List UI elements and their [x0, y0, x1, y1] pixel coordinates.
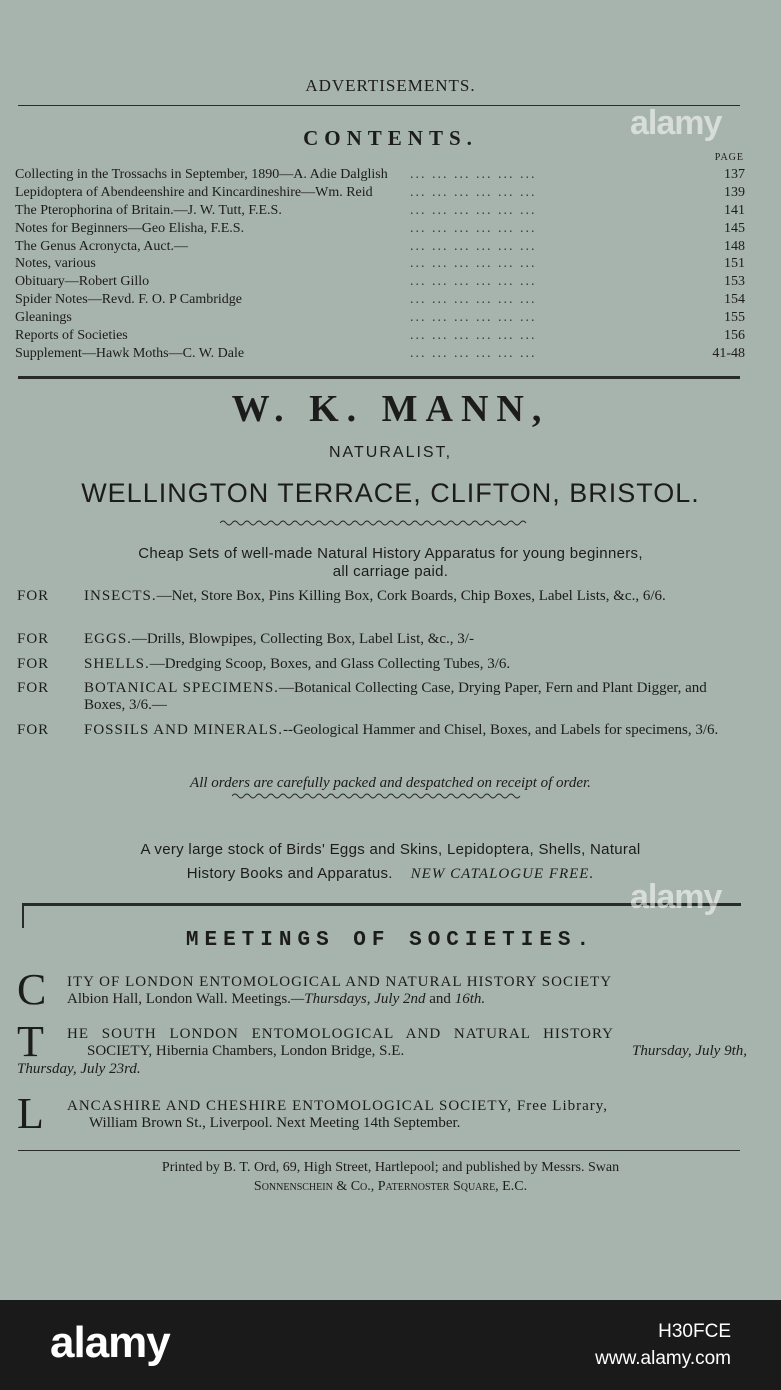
leader-dots: ... ... ... ... ... ... [410, 184, 537, 200]
advertiser-trade: NATURALIST, [328, 444, 453, 461]
item-description [84, 656, 745, 673]
leader-dots: ... ... ... ... ... ... [410, 345, 537, 361]
entry-title: Notes, various [15, 256, 96, 272]
meetings-title: MEETINGS OF SOCIETIES. [185, 929, 596, 952]
entry-page: 156 [724, 328, 745, 344]
catalogue-note: NEW CATALOGUE FREE. [410, 866, 595, 882]
item-description [84, 680, 745, 714]
society-south-london [17, 1017, 747, 1082]
leader-dots: ... ... ... ... ... ... [410, 220, 537, 236]
alamy-logo[interactable]: alamy [50, 1318, 170, 1367]
contents-entry [15, 202, 745, 220]
contents-entry [15, 255, 745, 273]
society-details: William Brown St., Liverpool. Next Meeting 14th September. [89, 1115, 461, 1131]
contents-entry [15, 238, 745, 256]
entry-title: Supplement—Hawk Moths—C. W. Dale [15, 345, 245, 361]
item-description [84, 722, 745, 739]
contents-entry [15, 166, 745, 184]
entry-page: 151 [724, 256, 745, 272]
entry-title: Spider Notes—Revd. F. O. P Cambridge [15, 292, 243, 308]
apparatus-item [17, 588, 745, 624]
stock-line-1: A very large stock of Birds' Eggs and Skins, Lepidoptera, Shells, Natural [140, 841, 641, 858]
society-lancashire-cheshire [17, 1089, 747, 1140]
contents-entry [15, 184, 745, 202]
contents-entry [15, 345, 745, 363]
contents-entry [15, 273, 745, 291]
entry-title: Reports of Societies [15, 328, 128, 344]
entry-page: 155 [724, 310, 745, 326]
image-id: H30FCE [658, 1321, 731, 1342]
society-venue: Albion Hall, London Wall. Meetings. [67, 991, 291, 1007]
item-category: FOSSILS AND MINERALS. [84, 722, 283, 738]
entry-title: Obituary—Robert Gillo [15, 274, 150, 290]
leader-dots: ... ... ... ... ... ... [410, 328, 537, 344]
item-category: SHELLS. [84, 656, 150, 672]
meeting-date-2: Thursday, July 23rd. [17, 1061, 141, 1077]
entry-page: 148 [724, 238, 745, 254]
contents-entry [15, 309, 745, 327]
entry-title: The Pterophorina of Britain.—J. W. Tutt, F.E.S. [15, 202, 282, 218]
imprint-line-2: Sonnenschein & Co., Paternoster Square, E.C. [253, 1179, 528, 1194]
wavy-divider [220, 519, 530, 527]
leader-dots: ... ... ... ... ... ... [410, 256, 537, 272]
item-contents: —Dredging Scoop, Boxes, and Glass Collecting Tubes, 3/6. [149, 656, 511, 672]
item-category: INSECTS. [84, 588, 157, 604]
footer-rule [18, 1150, 740, 1151]
item-contents: —Botanical Collecting Case, Drying Paper, Fern and Plant Digger, and Boxes, 3/6.— [84, 680, 707, 713]
society-details [67, 991, 485, 1008]
advert-left-edge [22, 904, 24, 928]
for-label: FOR [17, 656, 50, 672]
leader-dots: ... ... ... ... ... ... [410, 238, 537, 254]
contents-entry [15, 291, 745, 309]
society-name: HE SOUTH LONDON ENTOMOLOGICAL AND NATURAL HISTORY [67, 1026, 614, 1042]
site-url[interactable]: www.alamy.com [595, 1348, 731, 1369]
meeting-dates: —Thursdays, July 2nd [290, 991, 426, 1007]
entry-title: Lepidoptera of Abendeenshire and Kincardineshire—Wm. Reid [15, 184, 373, 200]
entry-page: 153 [724, 274, 745, 290]
entry-page: 41-48 [712, 345, 745, 361]
item-contents: —Net, Store Box, Pins Killing Box, Cork Boards, Chip Boxes, Label Lists, &c., 6/6. [156, 588, 666, 604]
entry-page: 154 [724, 292, 745, 308]
advertiser-address: WELLINGTON TERRACE, CLIFTON, BRISTOL. [81, 478, 700, 508]
contents-list [15, 166, 745, 363]
entry-title: Notes for Beginners—Geo Elisha, F.E.S. [15, 220, 245, 236]
wavy-divider-2 [232, 792, 522, 800]
contents-entry [15, 220, 745, 238]
entry-title: Gleanings [15, 310, 72, 326]
running-head: ADVERTISEMENTS. [305, 76, 476, 95]
advertiser-name: W. K. MANN, [231, 388, 550, 430]
cheap-sets-text [0, 545, 781, 581]
cheap-sets-line-2: all carriage paid. [332, 563, 449, 580]
leader-dots: ... ... ... ... ... ... [410, 167, 537, 182]
apparatus-item [17, 680, 745, 716]
imprint-line-1: Printed by B. T. Ord, 69, High Street, Hartlepool; and published by Messrs. Swan [161, 1160, 620, 1175]
society-name: ITY OF LONDON ENTOMOLOGICAL AND NATURAL HISTORY SOCIETY [67, 974, 613, 990]
stock-line-2: History Books and Apparatus. [186, 865, 393, 882]
drop-cap: L [17, 1089, 44, 1138]
contents-entry [15, 327, 745, 345]
page-column-label: PAGE [714, 152, 744, 163]
entry-page: 139 [724, 184, 745, 200]
leader-dots: ... ... ... ... ... ... [410, 274, 537, 290]
leader-dots: ... ... ... ... ... ... [410, 202, 537, 218]
leader-dots: ... ... ... ... ... ... [410, 310, 537, 326]
society-venue: SOCIETY, Hibernia Chambers, London Bridge, S.E. [87, 1043, 405, 1059]
drop-cap: C [17, 965, 47, 1014]
entry-page: 145 [724, 220, 745, 236]
contents-title: CONTENTS. [303, 126, 478, 150]
item-category: EGGS. [84, 631, 132, 647]
watermark-text: alamy [630, 878, 722, 916]
entry-page: 137 [724, 167, 745, 182]
for-label: FOR [17, 631, 50, 647]
meeting-joiner: and [425, 991, 455, 1007]
entry-title: The Genus Acronycta, Auct.— [15, 238, 189, 254]
item-category: BOTANICAL SPECIMENS. [84, 680, 279, 696]
for-label: FOR [17, 588, 50, 604]
entry-title: Collecting in the Trossachs in September, 1890—A. Adie Dalglish [15, 167, 388, 182]
contents-rule [18, 376, 740, 379]
item-contents: —Drills, Blowpipes, Collecting Box, Label List, &c., 3/- [131, 631, 474, 647]
item-description [84, 631, 745, 648]
apparatus-item [17, 722, 745, 758]
society-name: ANCASHIRE AND CHESHIRE ENTOMOLOGICAL SOCIETY, Free Library, [67, 1098, 609, 1114]
leader-dots: ... ... ... ... ... ... [410, 292, 537, 308]
orders-note: All orders are carefully packed and despatched on receipt of order. [190, 775, 591, 791]
for-label: FOR [17, 722, 50, 738]
society-city-of-london [17, 965, 747, 1016]
drop-cap: T [17, 1017, 44, 1066]
for-label: FOR [17, 680, 50, 696]
entry-page: 141 [724, 202, 745, 218]
cheap-sets-line-1: Cheap Sets of well-made Natural History Apparatus for young beginners, [138, 545, 643, 562]
item-contents: --Geological Hammer and Chisel, Boxes, and Labels for specimens, 3/6. [282, 722, 719, 738]
watermark-text: alamy [630, 104, 722, 142]
item-description [84, 588, 745, 605]
meeting-dates: Thursday, July 9th, [632, 1043, 747, 1059]
imprint [0, 1158, 781, 1196]
meeting-date-2: 16th. [454, 991, 486, 1007]
